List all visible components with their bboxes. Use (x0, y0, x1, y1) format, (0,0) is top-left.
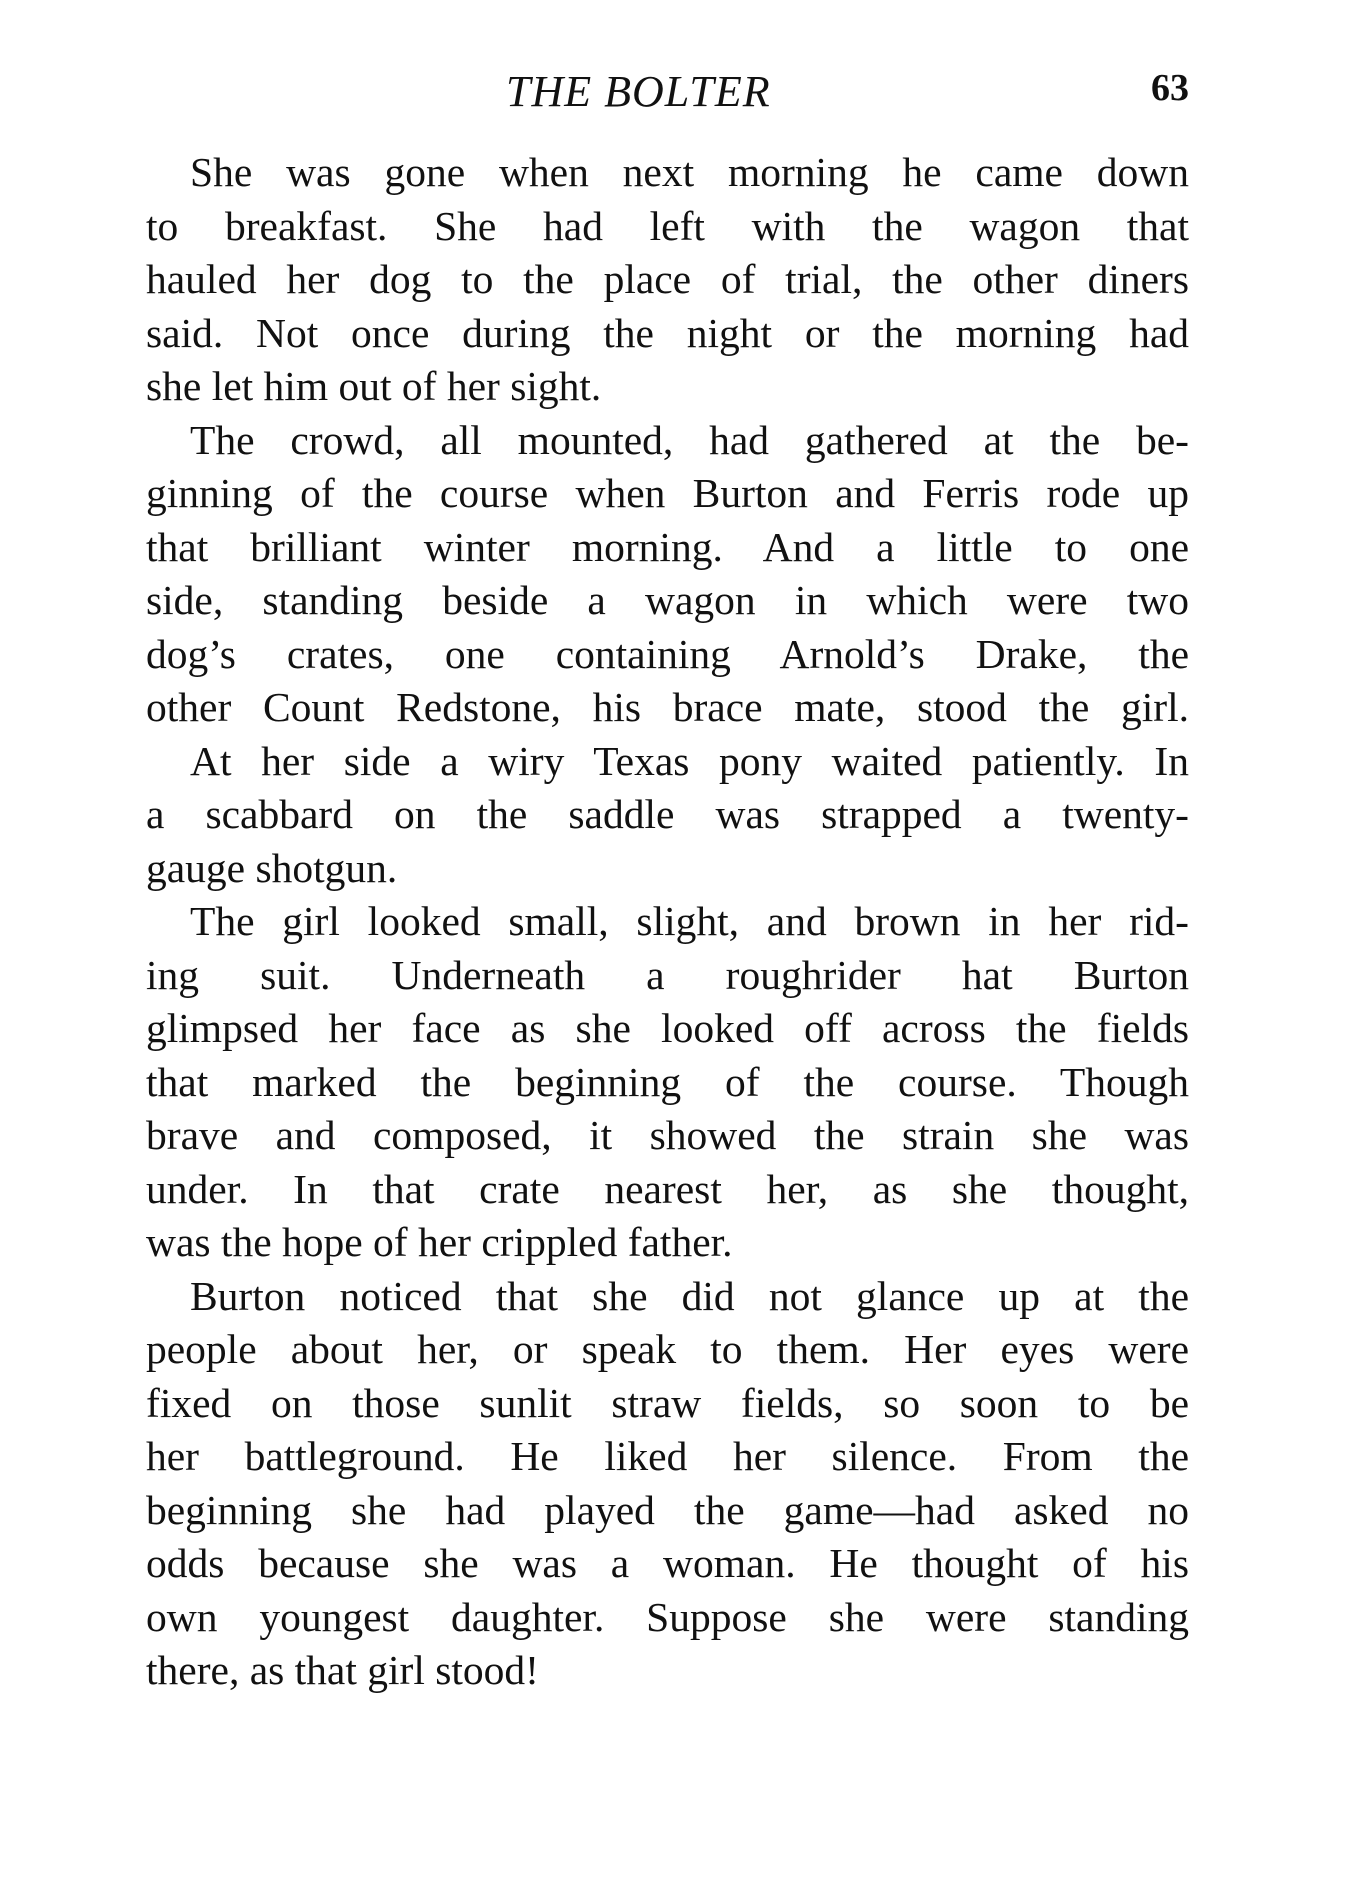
text-line: that brilliant winter morning. And a little to one (146, 523, 1189, 570)
text-line: The girl looked small, slight, and brown in her rid- (190, 898, 1189, 944)
text-line: At her side a wiry Texas pony waited patiently. In (190, 737, 1189, 784)
text-line: brave and composed, it showed the strain she was (146, 1112, 1189, 1158)
text-line: other Count Redstone, his brace mate, stood the girl. (146, 684, 1189, 730)
text-line: her battleground. He liked her silence. From the (146, 1433, 1189, 1479)
text-line: there, as that girl stood! (146, 1647, 539, 1693)
paragraph-5 (146, 1270, 1189, 1698)
text-line: gauge shotgun. (146, 844, 398, 891)
text-line: side, standing beside a wagon in which were two (146, 577, 1189, 623)
text-line: hauled her dog to the place of trial, the other diners (146, 256, 1189, 302)
text-line: own youngest daughter. Suppose she were standing (146, 1593, 1189, 1640)
paragraph-2 (146, 414, 1189, 735)
running-title: THE BOLTER (506, 67, 771, 116)
paragraph-1 (146, 146, 1189, 414)
text-line: fixed on those sunlit straw fields, so soon to be (146, 1379, 1189, 1426)
text-line: The crowd, all mounted, had gathered at the be- (190, 416, 1189, 463)
text-line: people about her, or speak to them. Her eyes were (146, 1326, 1189, 1372)
page-number: 63 (1151, 67, 1189, 109)
text-line: was the hope of her crippled father. (146, 1219, 733, 1265)
text-line: odds because she was a woman. He thought of his (146, 1540, 1189, 1586)
text-line: Burton noticed that she did not glance up at the (190, 1272, 1189, 1319)
text-line: under. In that crate nearest her, as she thought, (146, 1165, 1189, 1212)
body-text (146, 146, 1189, 1698)
text-line: a scabbard on the saddle was strapped a twenty- (146, 791, 1189, 837)
text-line: ing suit. Underneath a roughrider hat Burton (146, 951, 1189, 998)
text-line: ginning of the course when Burton and Ferris rode up (146, 470, 1189, 516)
text-line: beginning she had played the game—had asked no (146, 1486, 1189, 1533)
text-line: she let him out of her sight. (146, 363, 602, 409)
text-line: dog’s crates, one containing Arnold’s Drake, the (146, 630, 1189, 677)
running-head (146, 66, 1189, 122)
text-line: She was gone when next morning he came down (190, 149, 1189, 195)
paragraph-3 (146, 735, 1189, 896)
text-line: glimpsed her face as she looked off across the fields (146, 1005, 1189, 1051)
text-line: that marked the beginning of the course. Though (146, 1058, 1189, 1105)
text-line: said. Not once during the night or the morning had (146, 309, 1189, 356)
paragraph-4 (146, 895, 1189, 1270)
text-line: to breakfast. She had left with the wagon that (146, 202, 1189, 249)
